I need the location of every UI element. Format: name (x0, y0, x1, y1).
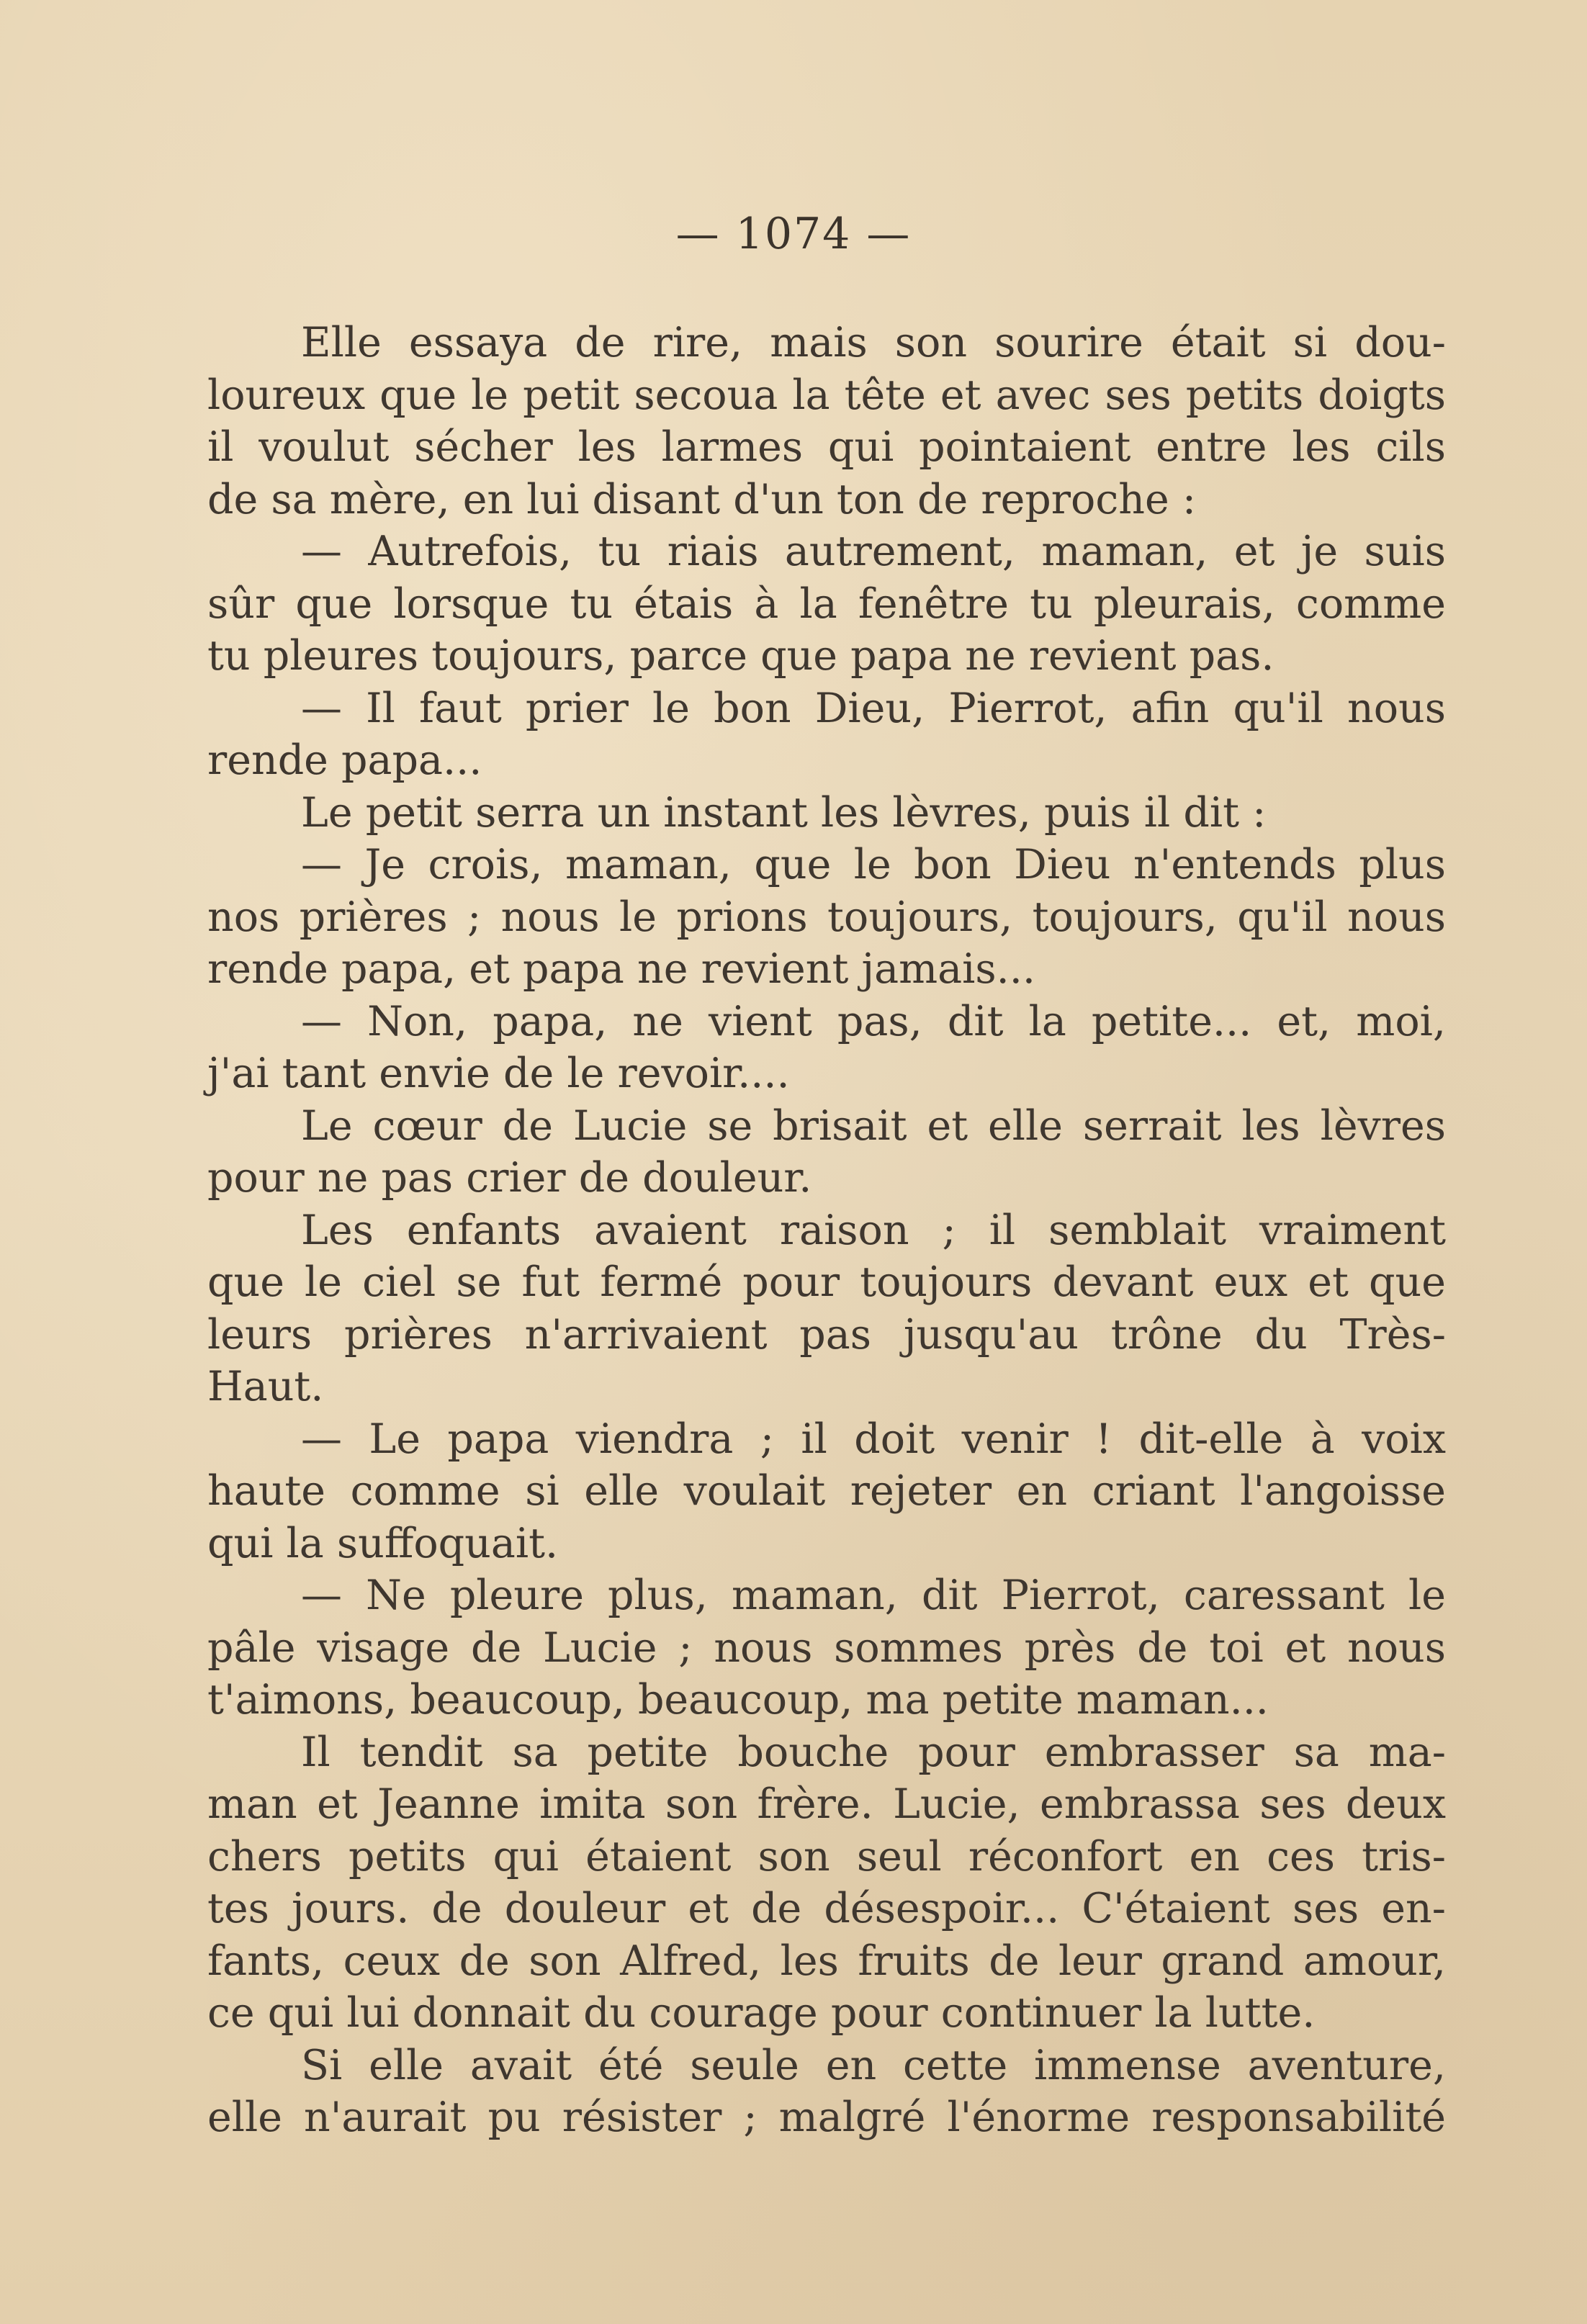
text-line: nos prières ; nous le prions toujours, toujours, qu'il nous (207, 893, 1446, 941)
text-line: pâle visage de Lucie ; nous sommes près de toi et nous (207, 1623, 1446, 1672)
text-line: rende papa... (207, 737, 482, 784)
text-line: Haut. (207, 1363, 324, 1410)
text-line: pour ne pas crier de douleur. (207, 1154, 812, 1202)
text-line: Elle essaya de rire, mais son sourire était si dou- (301, 319, 1446, 366)
text-line: fants, ceux de son Alfred, les fruits de leur grand amour, (207, 1937, 1446, 1985)
text-line: Il tendit sa petite bouche pour embrasser sa ma- (301, 1728, 1446, 1776)
text-line: il voulut sécher les larmes qui pointaient entre les cils (207, 423, 1446, 471)
text-line: — Le papa viendra ; il doit venir ! dit-elle à voix (301, 1415, 1446, 1463)
text-line: qui la suffoquait. (207, 1519, 559, 1567)
text-line: que le ciel se fut fermé pour toujours devant eux et que (207, 1258, 1446, 1306)
text-line: — Autrefois, tu riais autrement, maman, et je suis (301, 528, 1446, 575)
text-line: loureux que le petit secoua la tête et avec ses petits doigts (207, 371, 1446, 419)
text-line: — Ne pleure plus, maman, dit Pierrot, caressant le (301, 1572, 1446, 1619)
text-line: rende papa, et papa ne revient jamais... (207, 945, 1035, 993)
text-line: Les enfants avaient raison ; il semblait vraiment (301, 1206, 1446, 1254)
text-line: sûr que lorsque tu étais à la fenêtre tu pleurais, comme (207, 580, 1446, 628)
text-line: tes jours. de douleur et de désespoir... C'étaient ses en- (207, 1885, 1446, 1932)
text-line: Le petit serra un instant les lèvres, puis il dit : (301, 788, 1267, 837)
body-text (207, 317, 1446, 2144)
text-line: t'aimons, beaucoup, beaucoup, ma petite maman... (207, 1676, 1269, 1724)
text-line: chers petits qui étaient son seul réconfort en ces tris- (207, 1832, 1446, 1881)
text-line: ce qui lui donnait du courage pour continuer la lutte. (207, 1989, 1316, 2037)
text-line: — Non, papa, ne vient pas, dit la petite... et, moi, (301, 997, 1446, 1045)
text-line: j'ai tant envie de le revoir.... (207, 1050, 790, 1097)
text-line: leurs prières n'arrivaient pas jusqu'au trône du Très- (207, 1310, 1446, 1359)
text-line: Si elle avait été seule en cette immense aventure, (301, 2041, 1446, 2089)
text-line: de sa mère, en lui disant d'un ton de reproche : (207, 475, 1197, 523)
text-line: — Je crois, maman, que le bon Dieu n'entends plus (301, 841, 1446, 888)
text-line: Le cœur de Lucie se brisait et elle serrait les lèvres (301, 1102, 1446, 1150)
text-line: man et Jeanne imita son frère. Lucie, embrassa ses deux (207, 1780, 1446, 1828)
text-line: tu pleures toujours, parce que papa ne revient pas. (207, 632, 1274, 680)
text-line: — Il faut prier le bon Dieu, Pierrot, afin qu'il nous (301, 684, 1446, 732)
page-number: — 1074 — (675, 209, 912, 259)
text-line: elle n'aurait pu résister ; malgré l'énorme responsabilité (207, 2094, 1446, 2141)
text-line: haute comme si elle voulait rejeter en criant l'angoisse (207, 1467, 1446, 1515)
